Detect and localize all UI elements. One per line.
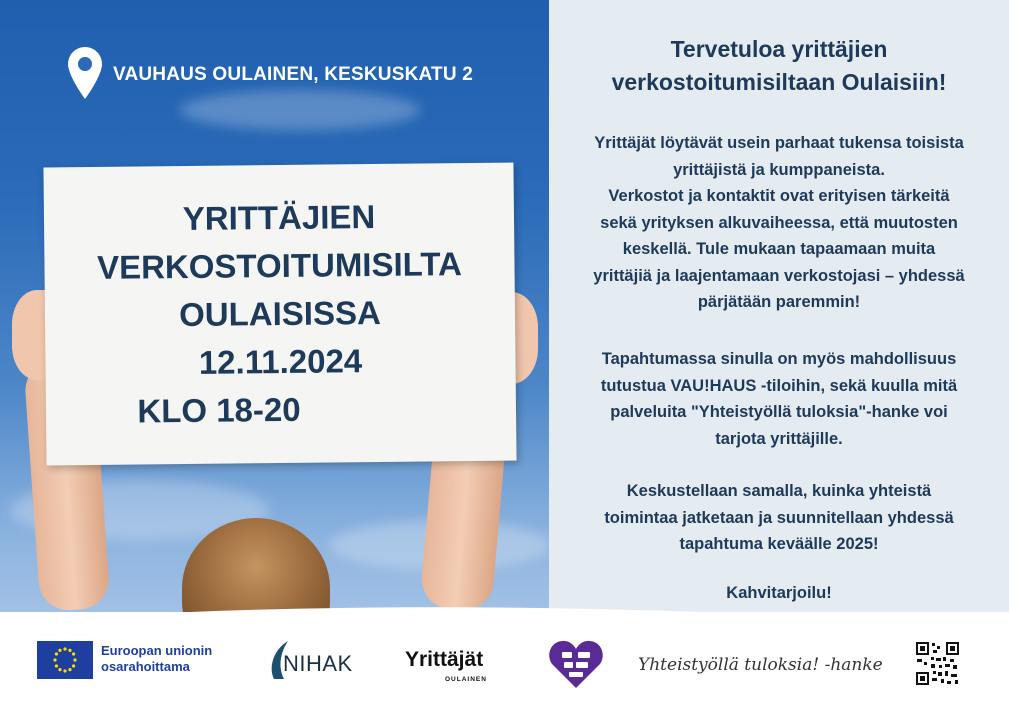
paragraph-line: tarjota yrittäjille. [715, 429, 843, 448]
paragraph-line: keskellä. Tule mukaan tapaamaan muita [622, 240, 936, 258]
yrittajat-sub: OULAINEN [445, 676, 487, 683]
paragraph-line: palveluita "Yhteistyöllä tuloksia"-hanke voi [610, 403, 948, 421]
welcome-title [569, 33, 989, 99]
coffee-note: Kahvitarjoilu! [726, 584, 832, 602]
nihak-logo-text: NIHAK [283, 651, 353, 676]
paragraph-line: toimintaa jatketaan ja suunnitellaan yhdessä [604, 508, 954, 527]
title-line: Tervetuloa yrittäjien [670, 36, 888, 62]
paragraph-line: yrittäjistä ja kumppaneista. [673, 160, 885, 179]
discussion-paragraph [565, 478, 993, 558]
photo-panel [0, 0, 549, 640]
venue-paragraph [565, 346, 993, 452]
cloud [180, 90, 420, 130]
heart-logo-icon [548, 638, 604, 690]
eu-line: osarahoittama [101, 659, 190, 674]
map-pin-icon [68, 47, 102, 99]
sign-board [43, 163, 516, 466]
title-line: verkostoitumisiltaan Oulaisiin! [611, 69, 947, 95]
qr-code-icon[interactable] [915, 641, 960, 686]
paragraph-line: Keskustellaan samalla, kuinka yhteistä [626, 482, 932, 500]
paragraph-line: Verkostot ja kontaktit ovat erityisen tärkeitä [608, 187, 950, 205]
info-panel [549, 0, 1009, 640]
eu-flag-icon [37, 641, 93, 679]
hanke-logo-text: Yhteistyöllä tuloksia! -hanke [638, 655, 883, 675]
event-location: VAUHAUS OULAINEN, KESKUSKATU 2 [113, 64, 473, 85]
paragraph-line: pärjätään paremmin! [697, 293, 861, 311]
eu-line: Euroopan unionin [101, 643, 213, 658]
eu-funding-text [101, 643, 212, 675]
paragraph-line: tutustua VAU!HAUS -tiloihin, sekä kuulla mitä [600, 376, 958, 395]
paragraph-line: Yrittäjät löytävät usein parhaat tukensa toisista [594, 134, 964, 152]
paragraph-line: sekä yrityksen alkuvaiheessa, että muutosten [600, 213, 958, 232]
paragraph-line: yrittäjiä ja laajentamaan verkostojasi – yhdessä [593, 266, 965, 285]
event-time: KLO 18-20 [137, 390, 301, 430]
sign-line-1: YRITTÄJIEN [182, 197, 376, 238]
paragraph-line: Tapahtumassa sinulla on myös mahdollisuus [601, 350, 957, 368]
paragraph-line: tapahtuma keväälle 2025! [679, 535, 879, 553]
event-date: 12.11.2024 [198, 342, 363, 381]
yrittajat-logo-text: Yrittäjät [405, 648, 484, 671]
sign-line-3: OULAISISSA [178, 293, 382, 334]
yrittajat-logo [405, 648, 483, 672]
sign-line-2: VERKOSTOITUMISILTA [96, 245, 463, 286]
intro-paragraph [565, 130, 993, 316]
